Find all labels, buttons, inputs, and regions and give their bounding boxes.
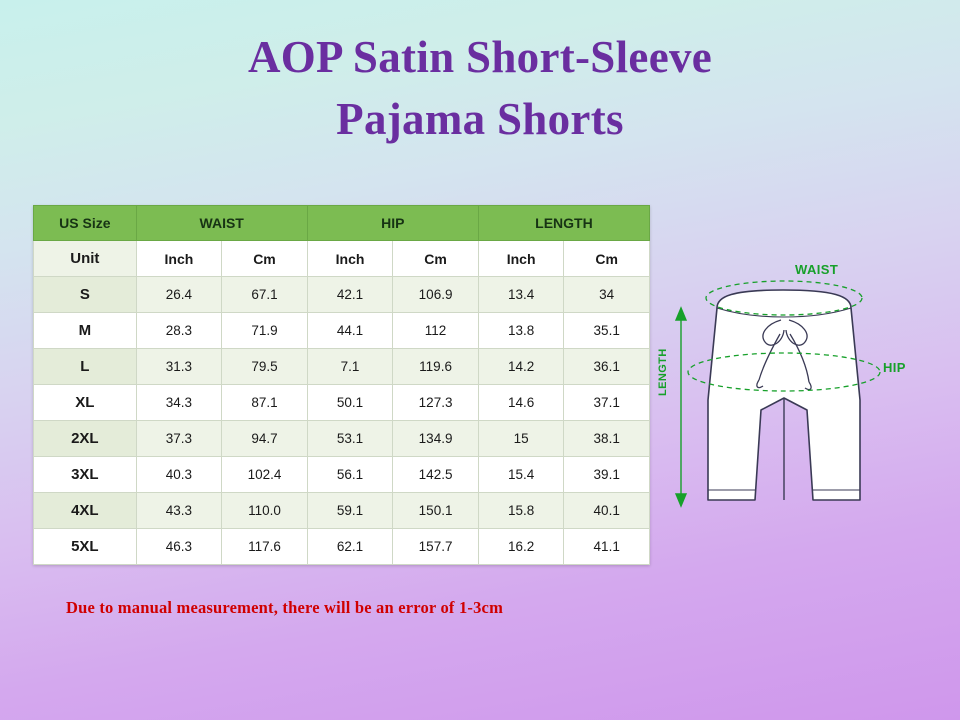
title-line-1: AOP Satin Short-Sleeve xyxy=(247,32,713,82)
row-waist-inch: 37.3 xyxy=(136,421,222,457)
table-body xyxy=(34,241,650,565)
row-length-cm: 41.1 xyxy=(564,529,650,565)
row-waist-cm: 67.1 xyxy=(222,277,308,313)
row-length-cm: 39.1 xyxy=(564,457,650,493)
row-waist-cm: 117.6 xyxy=(222,529,308,565)
unit-label: Unit xyxy=(34,241,137,277)
row-waist-cm: 87.1 xyxy=(222,385,308,421)
row-size: 2XL xyxy=(34,421,137,457)
row-size: 5XL xyxy=(34,529,137,565)
table-row xyxy=(34,457,650,493)
row-waist-inch: 34.3 xyxy=(136,385,222,421)
length-measure-arrow xyxy=(676,308,686,506)
row-hip-inch: 62.1 xyxy=(307,529,393,565)
row-waist-cm: 94.7 xyxy=(222,421,308,457)
row-length-inch: 13.4 xyxy=(478,277,564,313)
unit-length-cm: Cm xyxy=(564,241,650,277)
unit-hip-cm: Cm xyxy=(393,241,479,277)
row-hip-cm: 134.9 xyxy=(393,421,479,457)
row-size: M xyxy=(34,313,137,349)
table-row xyxy=(34,313,650,349)
row-length-inch: 16.2 xyxy=(478,529,564,565)
row-length-inch: 15 xyxy=(478,421,564,457)
row-hip-inch: 53.1 xyxy=(307,421,393,457)
row-hip-cm: 119.6 xyxy=(393,349,479,385)
row-hip-cm: 157.7 xyxy=(393,529,479,565)
table-row xyxy=(34,349,650,385)
row-hip-inch: 56.1 xyxy=(307,457,393,493)
row-waist-inch: 46.3 xyxy=(136,529,222,565)
row-length-inch: 14.6 xyxy=(478,385,564,421)
row-waist-cm: 102.4 xyxy=(222,457,308,493)
header-us-size: US Size xyxy=(34,206,137,241)
row-size: S xyxy=(34,277,137,313)
unit-length-inch: Inch xyxy=(478,241,564,277)
row-length-cm: 34 xyxy=(564,277,650,313)
row-hip-inch: 7.1 xyxy=(307,349,393,385)
table-row xyxy=(34,385,650,421)
unit-waist-inch: Inch xyxy=(136,241,222,277)
row-size: 4XL xyxy=(34,493,137,529)
row-waist-inch: 40.3 xyxy=(136,457,222,493)
row-length-cm: 40.1 xyxy=(564,493,650,529)
row-waist-cm: 79.5 xyxy=(222,349,308,385)
header-length: LENGTH xyxy=(478,206,649,241)
row-hip-cm: 127.3 xyxy=(393,385,479,421)
row-hip-inch: 44.1 xyxy=(307,313,393,349)
table-row xyxy=(34,277,650,313)
title-line-2: Pajama Shorts xyxy=(336,94,624,145)
row-length-inch: 15.8 xyxy=(478,493,564,529)
row-length-cm: 36.1 xyxy=(564,349,650,385)
row-hip-cm: 142.5 xyxy=(393,457,479,493)
unit-waist-cm: Cm xyxy=(222,241,308,277)
header-waist: WAIST xyxy=(136,206,307,241)
table-header-row xyxy=(34,206,650,241)
row-hip-inch: 42.1 xyxy=(307,277,393,313)
row-waist-inch: 31.3 xyxy=(136,349,222,385)
unit-hip-inch: Inch xyxy=(307,241,393,277)
length-label: LENGTH xyxy=(657,348,669,396)
waist-label: WAIST xyxy=(795,262,839,277)
row-waist-cm: 110.0 xyxy=(222,493,308,529)
row-waist-inch: 28.3 xyxy=(136,313,222,349)
row-hip-cm: 112 xyxy=(393,313,479,349)
row-waist-inch: 43.3 xyxy=(136,493,222,529)
row-length-cm: 37.1 xyxy=(564,385,650,421)
row-waist-cm: 71.9 xyxy=(222,313,308,349)
row-length-cm: 35.1 xyxy=(564,313,650,349)
row-length-inch: 15.4 xyxy=(478,457,564,493)
row-size: XL xyxy=(34,385,137,421)
row-length-inch: 13.8 xyxy=(478,313,564,349)
table-row xyxy=(34,421,650,457)
table-row xyxy=(34,529,650,565)
page-title xyxy=(0,26,960,150)
measurement-note: Due to manual measurement, there will be an error of 1-3cm xyxy=(66,598,504,617)
row-hip-inch: 59.1 xyxy=(307,493,393,529)
row-waist-inch: 26.4 xyxy=(136,277,222,313)
table-header xyxy=(34,206,650,241)
table-row xyxy=(34,493,650,529)
shorts-illustration xyxy=(655,250,950,550)
table-unit-row xyxy=(34,241,650,277)
row-hip-inch: 50.1 xyxy=(307,385,393,421)
header-hip: HIP xyxy=(307,206,478,241)
shorts-diagram xyxy=(655,250,950,550)
row-hip-cm: 106.9 xyxy=(393,277,479,313)
row-length-inch: 14.2 xyxy=(478,349,564,385)
row-length-cm: 38.1 xyxy=(564,421,650,457)
hip-label: HIP xyxy=(883,360,906,375)
row-size: L xyxy=(34,349,137,385)
row-hip-cm: 150.1 xyxy=(393,493,479,529)
size-table xyxy=(33,205,650,565)
row-size: 3XL xyxy=(34,457,137,493)
